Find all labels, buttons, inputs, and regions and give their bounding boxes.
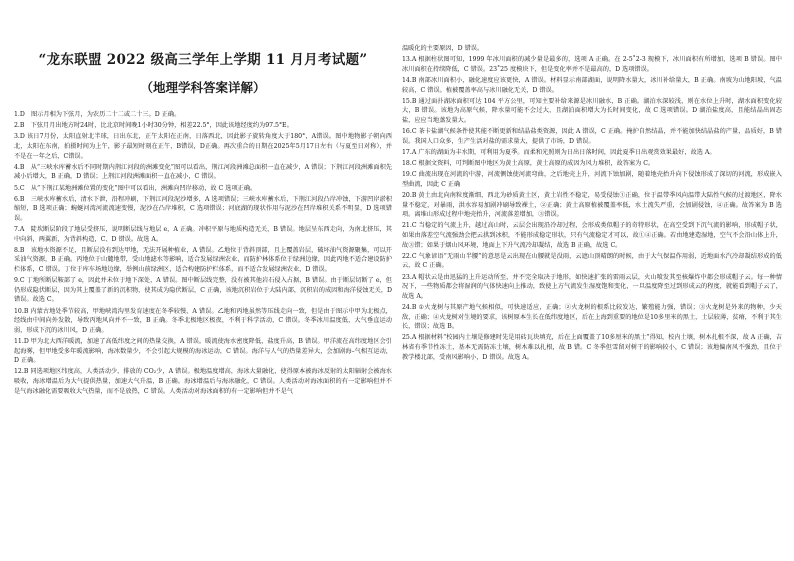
- answer-paragraph: 13.A 根据柱状图可知，1999 年冰川面积的减少量是最多的，选项 A 正确。在 2-5˚2-3 现模下，冰川面积有所增加，选项 B 错误。图中冰川面积在持续降低，C 错误。23˚25 度模块下，但是变化率并不是最高的，D 选项错误。: [402, 56, 782, 73]
- document-title: “龙东联盟 2022 级高三学年上学期 11 月月考试题”: [38, 52, 368, 68]
- answer-paragraph: 8.B 该地水资源不足，且断层没有到达甲地，无法开展种植业，A 错误。乙地位于背斜顶部，且上覆盖岩层，破坏油气资源聚集，可以开采油气资源，B 正确。丙地位于山麓地带，受山地滤水等影响，适合发展绿洲农业，而防护林体系位于绿洲边缘，因此丙地不适合建设防护栏体系，C 错误。丁位于库车场地边缘，举例山前绿洲区，适合构建防护栏体系，而不适合发展绿洲农业，D 错误。: [14, 246, 392, 274]
- answer-paragraph: 24.B ①火龙树与其原产地气候相似，可快速适应，正确；②火龙树的根系比较发达，繁殖能力强，错误；③火龙树是外来的物种，少天敌，正确；④火龙树对生境的要求，该树原本生长在低纬度地区，后在上海到重要的地位是10多里米的黑土，土层较薄，贫瘠，不利于其生长，错误；故选 B。: [402, 303, 782, 331]
- left-column: [14, 0, 392, 561]
- answer-paragraph: 23.A 帽状云是由迅猛的上升运动所至，并不完全取决于地形，如快速扩张的雷雨云层，火山喷发其至核爆炸中都会形成帽子云。每一种情况下，一些物质都会将湿润的气体快速向上推动，致使上方气流发生湿度饱和变化，一旦温度降至过到形成云的程度，就能看到帽子云了，故选 A。: [402, 273, 782, 300]
- answer-paragraph: 3.D 该日7月份，太阳直射北半球，日出东北，正午太阳在正南，日落西北，因此影子旋转角度大于180°，A错误。图中地物影子朝向西北，太阳在东南，拍摄时间为上午，影子最短时刻在正午，B错误，D正确。再次重合的日期在2025年5月17日左右（与夏至日对称），并不是在一年之后，C错误。: [14, 133, 392, 160]
- answer-paragraph: 1.D 图示月相为下弦月，为农历二十二或二十三。D 正确。: [14, 111, 181, 118]
- answer-paragraph: 2.B 下弦月月出地方时24时，比北京时间晚1小时30分钟，相差22.5°，因此该地经度约为97.5°E。: [14, 122, 293, 130]
- answer-paragraph: 5.C 从“下荆江某地洲滩位置的变化”图中可以看出，洲滩向凹岸移动，故 C 选项正确。: [14, 184, 257, 192]
- answer-paragraph: 21.C 当稳定的气流上升，越过高山时，云层会出现沿冷却过程，会形成类似帽子的奇特形状，在高空受到下沉气流的影响，形成帽子状，如果由落差空气流强劲会把云拱到冰积，不能形成稳定形状，只有气流稳定才可以，故①④正确。若由地建造湿地，空气不会沿山体上升，故③错；如果于烟山风环境，地面上下升气流冷却凝结，故选 B 正确，故选 C。: [402, 222, 782, 249]
- answer-paragraph: 17.A 广东的湖面为丰水期，可利用为夏季。而柔和光照则为日出日落时间，因此夏季日出观赏效果最好，故选 A。: [402, 148, 716, 156]
- left-answers: [14, 110, 392, 396]
- answer-paragraph: 9.C 丁地所断层鞍部了 e，因此并未位于地下深处，A 错误。图中断层线完整，没有被其他岩石侵入占据，B 错误。由于断层切断了 e，但仍形成隐伏断层，因为其上覆盖了新的沉积物，使其成为隐伏断层，C 正确，该地沉积岩位于大陆内部，沉积岩的成因和海洋侵蚀无关，D 错误。故选 C。: [14, 277, 392, 304]
- document-subtitle: （地理学科答案详解）: [140, 80, 266, 95]
- answer-paragraph: 19.C 曲流出现在河流的中游，河流侧蚀使河流弯曲，之后地壳上升，河流下蚀加剧，随着地壳抬升向下侵蚀形成了深切的河流，形成嵌入型曲流，因此 C 正确: [402, 171, 782, 188]
- answer-paragraph: 20.B 黄土由北向南粒度渐细，西北为砂质黄土区，黄土岩性不稳定，易受侵蚀①正确，位于温带季风向温带大陆性气候的过渡地区，降水量不稳定，对暴雨，洪水容易加剧冲刷导致裸土，②正确；黄土高原植被覆盖率低，水土流失严重，会加剧侵蚀，④正确。故答案为 B 选项。离堆山形成过程中地壳抬升，河流落差增加，③错误。: [402, 192, 782, 219]
- answer-paragraph: 温暖化的主要原因，D 错误。: [402, 45, 484, 52]
- answer-paragraph: 7.A 陡坎断层阶段了地层受挤压，说明断层线与地层 e，A 正确。冲积平原与地质构造无关，B 错误。地层呈东西走向，为南北挤压，其中向斜，两翼新，为背斜构造，C、D 错误。故选 A。: [14, 226, 392, 243]
- answer-paragraph: 16.C 茶卡盐湖气候条件使其能不断更新和结晶盐类资源，因此 A 错误，C 正确。掩护自然结晶，并不能加快结晶盐的产量，品质好，B 错误。我国人口众多，生产生活对盐的需求量大，提供了市场，D 错误。: [402, 128, 782, 145]
- answer-paragraph: 4.B 从“三峡水库蓄水后不同时期内荆江河段的洲滩变化”图可以看出，荆江河段洲滩总面积一直在减少，A 错误；下荆江河段洲滩面积先减小后增大，B 正确，D 错误；上荆江河段洲滩面积一直在减小，C 错误。: [14, 163, 392, 181]
- right-column: [402, 0, 782, 561]
- answer-paragraph: 18.C 根据文资料，可判断图中地区为黄土高原，黄土高原的成因为风力堆积，故答案为 C。: [402, 160, 655, 168]
- answer-paragraph: 25.A 根据材料“校园内土壤是修建时先是用砖瓦块填充，后在上面覆盖了10多厘米的黑土”得知，校内土壤，树木扎根不深，故 A 正确，吉林省有季节性冻土，基本无需防冻土壤，树木难以扎根，故 B 错。C 冬季但雪留对树干的影响较小，C 错误；该地偏南风不强劲，且位于教学楼北部，受南风影响小，D 错误。故选 A。: [402, 334, 782, 361]
- answer-paragraph: 12.B 同选项地区纬度高，人类活动少，排放的 CO₂少，A 错误。极地温度增高，海冰大量融化，使得原本被海冰反射的太阳辐射会被海水吸收，海冰增温后为大气提供热量，加速大气升温，B 正确。海冰增温后与海冰融化，C 错误。人类活动对海冰面积的有一定影响但并不是气海冰融化需要吸收大气热量，而不是放热，C 错误。人类活动对海冰面积的有一定影响但并不是气: [14, 368, 392, 395]
- answer-paragraph: 11.D 甲为北大西洋暖流，加速了高低纬度之间的热量交换，A 错误。暖流使海水密度降低，盐度升高，B 错误。甲洋流在高纬度地区会引起海雾，但甲地受多年暖流影响，海冰数量少，不会引起大规模的海冰运动，C 错误。海洋与人气的热量差异大，会加剧海–气相互运动，D 正确。: [14, 338, 392, 365]
- answer-paragraph: 15.B 通过面扑湖冰面积可达 104 平方公里，可知主要补给来源是冰川融水，B 正确。湖泊水深较浅，则在水位上升时，湖水面积变化较大，B 错误。该地为高原气候，降水量可能不会过大，且湖泊面积增大为长时间变化，故 C 选项错误。D 湖泊盐度高，且能结晶出固态盐，应应当地蒸发量大。: [402, 97, 782, 124]
- answer-paragraph: 14.B 南部冰川面积小，融化速度应该更快，A 错误。材料显示南部湖面，说明降水量大，冰川补给量大，B 正确。南坡为山地阳坡，气温较高，C 错误。植被覆盖率高与冰川融化无关，D 错误。: [402, 76, 782, 94]
- answer-paragraph: 10.B 内蒙古地处季节较高，甲地峡湾沟里发育速度在冬季较慢，A 错误。乙地和丙地虽然等压线走向一致，但是由于图示中甲为北极点，经线由中间向外发散，导致丙地风向并不一致，B 正确。冬季北极地区极夜，不利于科学活动，C 错误。冬季冰川温度低，大气垂直运动弱，形成下沉的冰川风，D 正确。: [14, 307, 392, 334]
- answer-paragraph: 22.C 气象谚语“无雨山半腰”的意思是云出现在山腰就是没雨，云遮山顶晴朗的时候，由于大气保温作用弱，近地面水汽冷却凝结形成的低云，故 C 正确。: [402, 252, 782, 270]
- answer-paragraph: 6.B 三峡水库蓄水后，清水下泄，沿程冲刷，下荆江河段泥沙增多，A 选项错误；三峡水库蓄水后，下荆江河段凸岸冲蚀，下游凹岸淤积缩短，B 选项正确；蜿蜒河湾河流流速变慢，泥沙在凸岸堆积，C 选项错误；河底湖的现状作用与泥沙在凹岸堆积关系不明显，D 选项错误。: [14, 195, 392, 222]
